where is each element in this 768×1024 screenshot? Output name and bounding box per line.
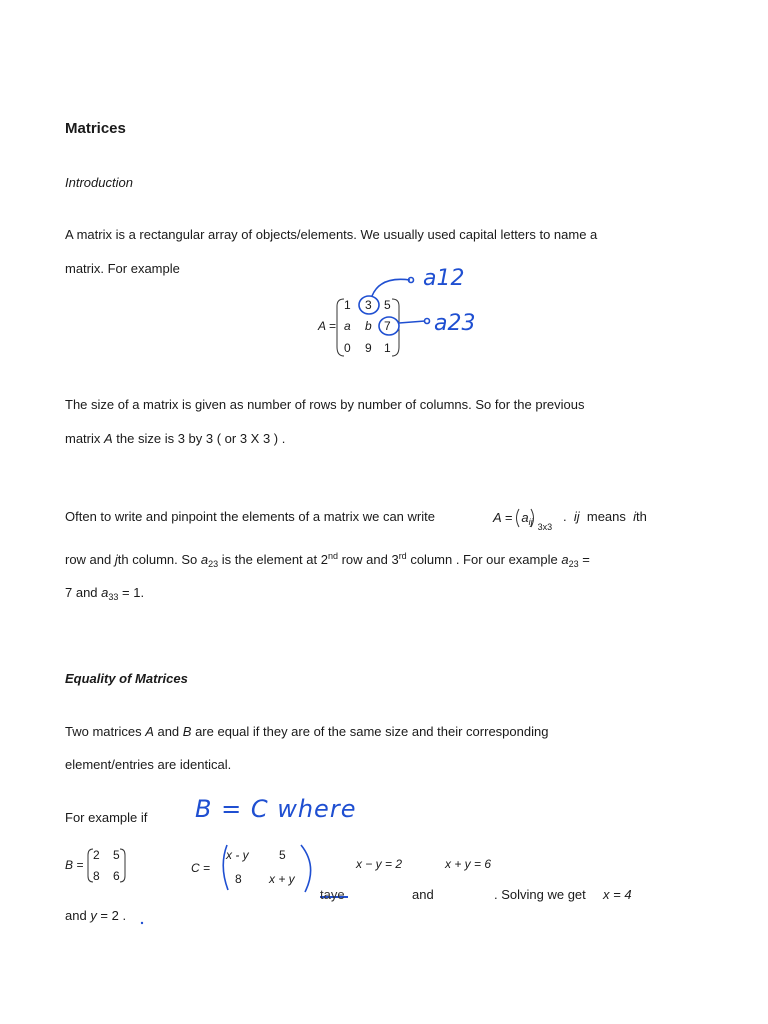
- matrix-a-label: A =: [318, 319, 336, 333]
- page-title: Matrices: [65, 120, 126, 137]
- notation-line-2: row and jth column. So $a_{23}$ is the element at 2nd row and 3rd column . For our example $a_{23}$ =: [65, 551, 590, 569]
- matrix-c-label: C =: [191, 861, 211, 875]
- annotation-a23: a23: [434, 311, 476, 336]
- matrix-a-cell: 5: [384, 298, 391, 312]
- equality-line-2: element/entries are identical.: [65, 757, 232, 772]
- dot-icon: [425, 319, 430, 324]
- matrix-c-cell: x - y: [226, 848, 249, 862]
- annotation-a12: a12: [423, 266, 465, 291]
- right-bracket-icon: [120, 849, 125, 882]
- notation-line-1-end: . ij means ith: [563, 509, 647, 524]
- matrix-a-cell: 3: [365, 298, 372, 312]
- and-word: and: [412, 887, 434, 902]
- x-result: x = 4: [603, 887, 632, 902]
- right-bracket-icon: [392, 299, 399, 356]
- size-line-2: matrix A the size is 3 by 3 ( or 3 X 3 ) .: [65, 431, 286, 446]
- y-result-line: and y = 2 .: [65, 908, 127, 923]
- matrix-c-cell: x + y: [269, 872, 295, 886]
- matrix-b-cell: 5: [113, 848, 120, 862]
- dot-icon: [409, 278, 414, 283]
- matrix-b-cell: 8: [93, 869, 100, 883]
- matrix-c-cell: 8: [235, 872, 242, 886]
- left-bracket-icon: [337, 299, 344, 356]
- circle-icon: [379, 317, 399, 335]
- equation-2: x + y = 6: [445, 857, 492, 871]
- arrow-icon: [372, 279, 410, 296]
- matrix-b-cell: 6: [113, 869, 120, 883]
- solving-text: . Solving we get: [494, 887, 586, 902]
- matrix-a-cell: b: [365, 319, 372, 333]
- matrix-a-cell: 1: [344, 298, 351, 312]
- notation-formula: $A = a_{ij}$ $_{3x3}$: [493, 510, 553, 532]
- right-bracket-icon: [301, 845, 311, 892]
- circle-icon: [359, 296, 379, 314]
- struck-word: taye: [320, 887, 345, 902]
- equality-heading: Equality of Matrices: [65, 671, 188, 686]
- notation-line-1: Often to write and pinpoint the elements of a matrix we can write: [65, 509, 435, 524]
- dot-icon: [141, 922, 143, 924]
- matrix-b-cell: 2: [93, 848, 100, 862]
- matrix-b-label: B =: [65, 858, 84, 872]
- handwritten-note: B = C where: [195, 795, 357, 823]
- matrix-a-cell: 7: [384, 319, 391, 333]
- matrix-a-cell: a: [344, 319, 351, 333]
- notation-line-3: 7 and $a_{33} = 1$.: [65, 585, 145, 602]
- arrow-icon: [399, 321, 425, 323]
- intro-heading: Introduction: [65, 175, 133, 190]
- equation-1: x − y = 2: [356, 857, 403, 871]
- example-label: For example if: [65, 810, 148, 825]
- size-line-1: The size of a matrix is given as number of rows by number of columns. So for the previous: [65, 397, 585, 412]
- matrix-c-cell: 5: [279, 848, 286, 862]
- matrix-a-cell: 9: [365, 341, 372, 355]
- matrix-a-cell: 0: [344, 341, 351, 355]
- matrix-a-cell: 1: [384, 341, 391, 355]
- equality-line-1: Two matrices A and B are equal if they are of the same size and their corresponding: [65, 724, 549, 739]
- intro-line-2: matrix. For example: [65, 261, 180, 276]
- intro-line-1: A matrix is a rectangular array of objects/elements. We usually used capital letters to name a: [65, 227, 598, 242]
